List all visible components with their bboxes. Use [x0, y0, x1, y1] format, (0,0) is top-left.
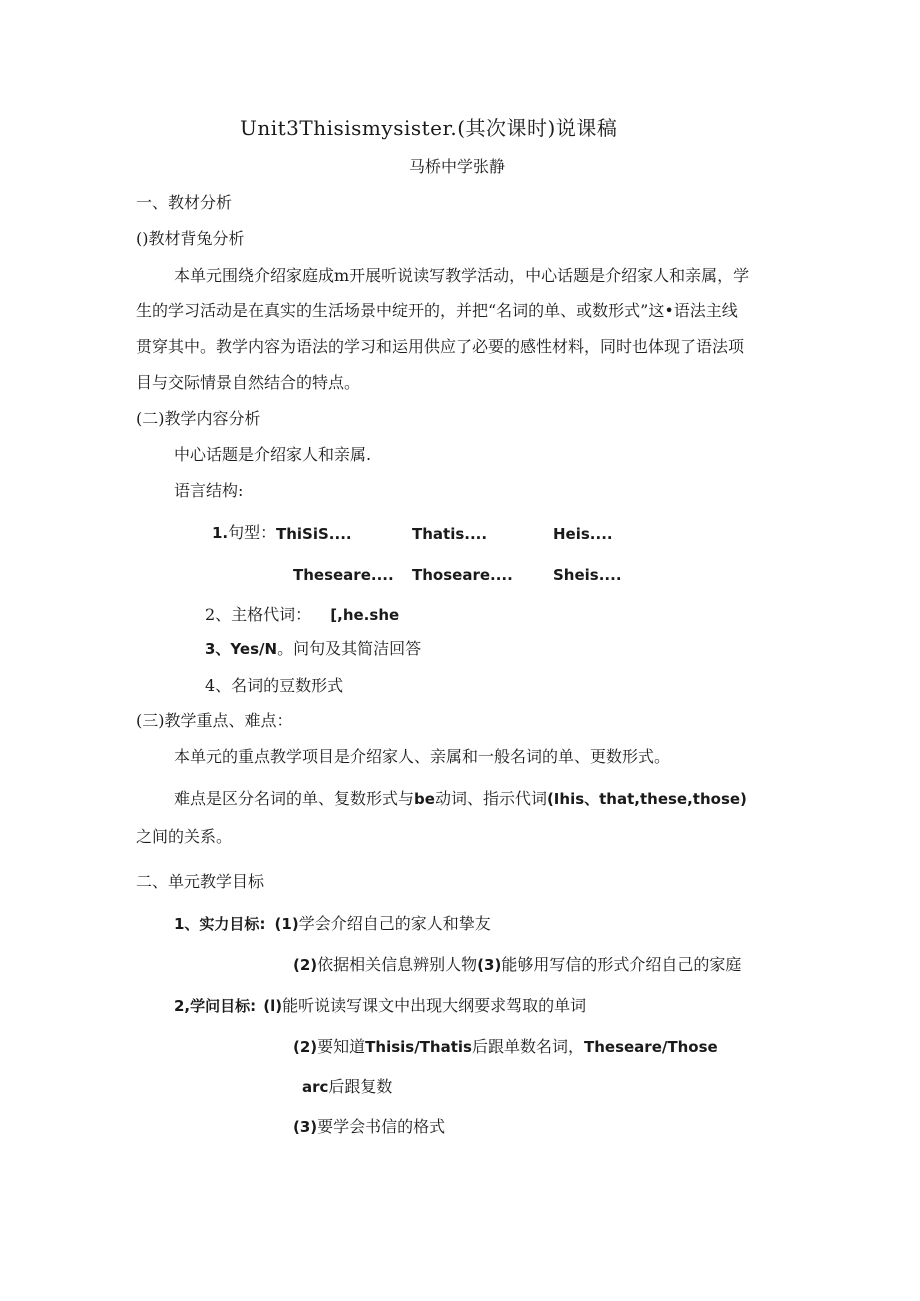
author: 马桥中学张静	[409, 157, 506, 176]
goal1-text2: 依据相关信息辨别人物	[317, 955, 478, 974]
item2-row	[205, 605, 399, 625]
paragraph-line: 本单元围绕介绍家庭成m开展听说读写教学活动，中心话题是介绍家人和亲属，学	[174, 266, 750, 285]
pattern-she-is: Sheis....	[553, 566, 622, 584]
goal2-num1: (l)	[263, 997, 283, 1015]
goal1-num2: (2)	[293, 956, 318, 974]
pattern-these-are: Theseare....	[293, 566, 394, 584]
goal2-text3: 要学会书信的格式	[317, 1117, 446, 1136]
difficulty-line-end: 之间的关系。	[136, 827, 233, 846]
pattern-that-is: Thatis....	[412, 525, 488, 543]
goal2-bold-arc: arc	[302, 1078, 329, 1096]
goal2-row	[174, 996, 586, 1016]
difficulty-bold-pronouns: (Ihis、that,these,those)	[546, 790, 747, 808]
document-title: Unit3Thisismysister.(其次课时)说课稿	[240, 116, 618, 140]
goal1-text3: 能够用写信的形式介绍自己的家庭	[501, 955, 742, 974]
item1-label: 句型：	[228, 523, 277, 542]
paragraph-line: 目与交际情景自然结合的特点。	[136, 373, 361, 392]
goal2-row3	[302, 1077, 392, 1097]
sub1-heading: ()教材背兔分析	[136, 229, 245, 248]
goal2-bold-thisis: Thisis/Thatis	[365, 1038, 472, 1056]
section2-heading: 二、单元教学目标	[136, 872, 265, 891]
goal1-row	[174, 914, 491, 934]
pattern-he-is: Heis....	[553, 525, 613, 543]
sub2-heading: (二)教学内容分析	[136, 409, 261, 428]
item2-label: 2、主格代词：	[205, 605, 312, 624]
pattern-this-is: ThiSiS....	[276, 525, 352, 543]
goal1-text1: 学会介绍自己的家人和挚友	[298, 914, 491, 933]
paragraph-line: 贯穿其中。教学内容为语法的学习和运用供应了必要的感性材料，同时也体现了语法项	[136, 337, 745, 356]
goal2-row2	[293, 1037, 718, 1057]
goal2-text1: 能听说读写课文中出现大纲要求驾取的单词	[282, 996, 587, 1015]
goal2-text2b: 后跟单数名词，	[471, 1037, 584, 1056]
paragraph-line: 生的学习活动是在真实的生活场景中绽开的，并把“名词的单、或数形式”这•语法主线	[136, 301, 738, 320]
item2-value: [,he.she	[330, 606, 400, 624]
topic-line: 中心话题是介绍家人和亲属.	[174, 445, 372, 464]
sub3-heading: (三)教学重点、难点：	[136, 711, 293, 730]
goal2-bold-theseare: Theseare/Those	[584, 1038, 718, 1056]
item3-row	[205, 639, 421, 659]
goal2-text2c: 后跟复数	[328, 1077, 393, 1096]
structure-label: 语言结构:	[174, 481, 244, 500]
item1-row	[212, 523, 276, 543]
item4-row: 4、名词的豆数形式	[205, 676, 344, 695]
difficulty-text-a: 难点是区分名词的单、复数形式与	[174, 789, 415, 808]
goal2-num3: (3)	[293, 1118, 318, 1136]
goal1-num3: (3)	[477, 956, 502, 974]
goal2-num2: (2)	[293, 1038, 318, 1056]
difficulty-line	[174, 789, 747, 809]
difficulty-bold-be: be	[414, 790, 435, 808]
item1-number: 1.	[212, 524, 229, 542]
goal2-text2a: 要知道	[317, 1037, 366, 1056]
item3-text: 。问句及其简洁回答	[277, 639, 422, 658]
key-points-line: 本单元的重点教学项目是介绍家人、亲属和一般名词的单、更数形式。	[174, 747, 671, 766]
goal1-row2	[293, 955, 741, 975]
goal2-row4	[293, 1117, 445, 1137]
goal2-label: 2,学问目标:	[174, 997, 257, 1015]
goal1-num1: (1)	[274, 915, 299, 933]
goal1-label: 1、实力目标:	[174, 915, 266, 933]
pattern-those-are: Thoseare....	[412, 566, 513, 584]
item3-bold: 3、Yes/N	[205, 640, 278, 658]
difficulty-text-b: 动词、指示代词	[434, 789, 547, 808]
section1-heading: 一、教材分析	[136, 193, 233, 212]
